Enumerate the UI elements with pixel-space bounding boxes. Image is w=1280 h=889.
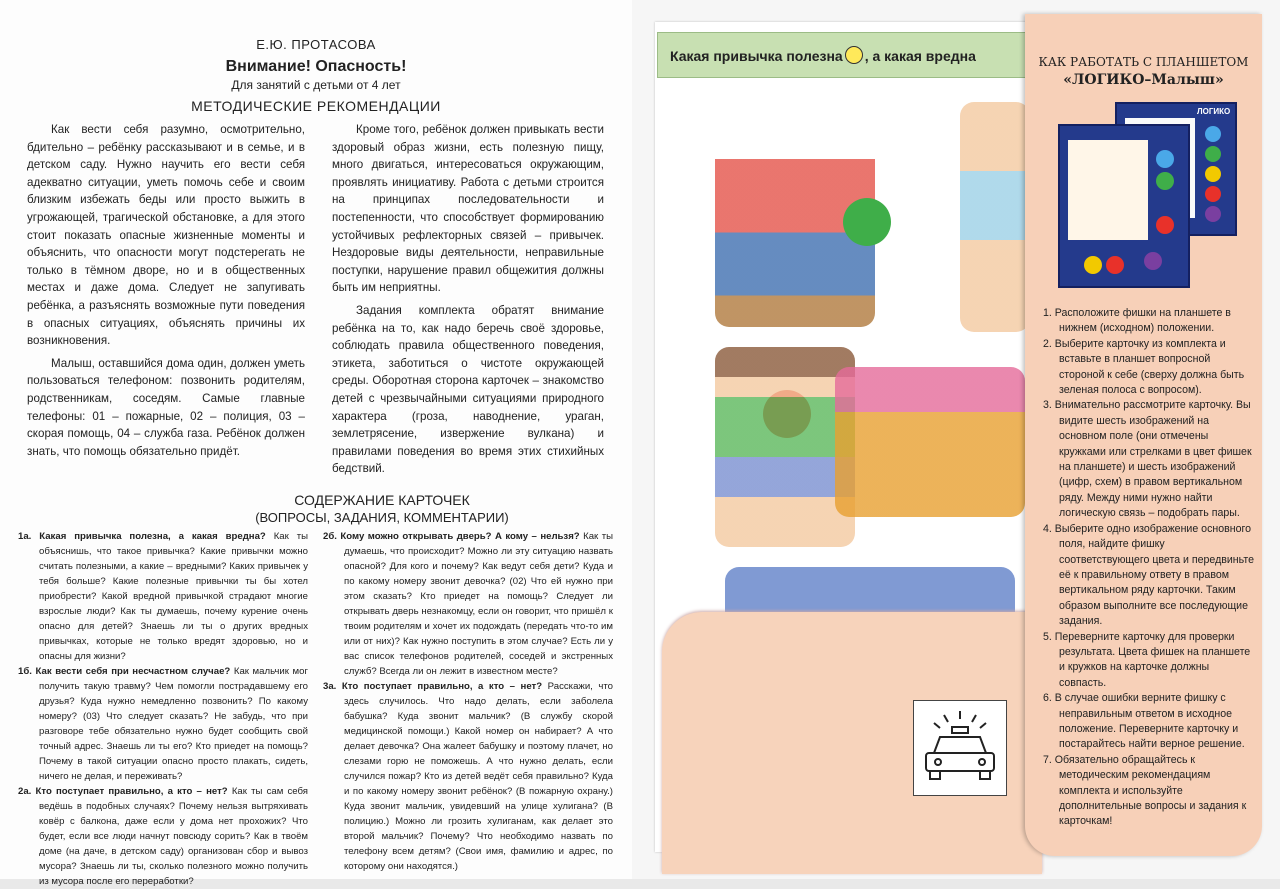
question-item: 1б. Как вести себя при несчастном случае? Как мальчик мог получить такую травму? Чем помогли пострадавшему его друзья? Куда нужно немедленно позвонить? По какому номеру? (03) Что следует сказать? Не забудь, что при разговоре тебе обязательно нужно будет сообщить свой точный адрес. Знаешь ли ты его? Кто приедет на помощь? Почему в такой ситуации опасно просто плакать, сидеть, ничего не делая, и переживать?	[18, 665, 308, 782]
step-item: 2. Выберите карточку из комплекта и вставьте в планшет вопросной стороной к себе (сверху должна быть зеленая полоса с вопросом).	[1043, 337, 1245, 397]
paragraph: Задания комплекта обратят внимание ребёнка на то, как надо беречь своё здоровье, соблюдать правила общественного поведения, этикета, заботиться о чистоте окружающей среды. Оборотная сторона карточек – знакомство детей с чрезвычайными ситуациями природного характера (гроза, наводнение, ураган, землетрясение, извержение вулкана) и правилами поведения во время этих стихийных бедствий.	[332, 303, 604, 476]
question-item: 1а. Какая привычка полезна, а какая вредна? Как ты объяснишь, что такое привычка? Какие привычки можно считать полезными, а какие – вредными? Каких привычек у тебя больше? Какие полезные привычки ты бы хотел приобрести? Какой вредной привычкой страдают многие взрослые люди? Как ты думаешь, почему курение очень опасно для детей? Знаешь ли ты о других вредных привычках, которые не только вредят здоровью, но и опасны для жизни?	[18, 530, 308, 662]
question-item: 2а. Кто поступает правильно, а кто – нет? Как ты сам себя ведёшь в подобных случаях? Почему нельзя вытряхивать ковёр с балкона, даже если у дома нет прохожих? Что будет, если все люди начнут повсюду сорить? Как в твоём доме (на даче, в детском саду) организован сбор и вывоз мусора? Знаешь ли ты, сколько полезного можно получить из мусора после его переработки?	[18, 785, 308, 887]
smiley-icon	[845, 46, 863, 64]
contents-title: СОДЕРЖАНИЕ КАРТОЧЕК	[294, 491, 470, 508]
step-item: 7. Обязательно обращайтесь к методическим рекомендациям комплекта и используйте дополнительные вопросы и задания к карточкам!	[1043, 753, 1247, 828]
author: Е.Ю. ПРОТАСОВА	[256, 37, 376, 52]
subtitle: Для занятий с детьми от 4 лет	[231, 78, 401, 92]
step-item: 3. Внимательно рассмотрите карточку. Вы видите шесть изображений на основном поле (они отмечены кружками или стрелками в цвет фишек на планшете) и шесть изображений (цифр, схем) в правом вертикальном ряду. Между ними нужно найти логическую связь – подобрать пары.	[1043, 399, 1252, 520]
tablet-illustrations	[1025, 90, 1262, 298]
instruction-bookmark	[1025, 14, 1262, 856]
police-car-icon	[913, 700, 1007, 796]
card-question-part-1: Какая привычка полезна	[670, 48, 843, 64]
tablet-label: ЛОГИКО	[1197, 107, 1231, 116]
question-item: 2б. Кому можно открывать дверь? А кому – нельзя? Как ты думаешь, что происходит? Можно ли эту ситуацию назвать опасной? Для кого и почему? Как ведут себя дети? Куда и по какому номеру звонит девочка? (02) Что ей нужно при этом сказать? Кто приедет на помощь? Следует ли открывать дверь незнакомцу, если он говорит, что пришёл к твоим родителям и хочет их подождать (передать что-то им или от них)? Как нужно поступить в этом случае? Есть ли у вас список телефонов родителей, соседей и экстренных служб? Всегда ли он лежит в известном месте?	[323, 530, 613, 677]
bookmark-title: КАК РАБОТАТЬ С ПЛАНШЕТОМ	[1038, 55, 1249, 69]
left-page	[0, 0, 632, 887]
step-item: 4. Выберите одно изображение основного поля, найдите фишку соответствующего цвета и передвиньте её к правильному ответу в правом вертикальном ряду карточки. Таким образом выполните все последующие задания.	[1043, 522, 1254, 628]
step-item: 1. Расположите фишки на планшете в нижнем (исходном) положении.	[1043, 307, 1231, 335]
question-item: 3а. Кто поступает правильно, а кто – нет? Расскажи, что здесь случилось. Что надо делать, если заболела бабушка? Куда звонит мальчик? (В службу скорой медицинской помощи.) Какой номер он набирает? А что делает девочка? Она жалеет бабушку и поэтому плачет, но слезами горю не поможешь. А что нужно делать, если случился пожар? Кто из детей ведёт себя правильно? Куда и по какому номеру звонит ребёнок? (В пожарную охрану.) Куда звонит мальчик, увидевший на улице хулигана? (В полицию.) Можно ли грозить хулиганам, как делает это второй мальчик? Почему? Что необходимо назвать по телефону всем детям? (Свои имя, фамилию и адрес, по которому они находятся.)	[323, 680, 614, 872]
questions-columns	[18, 529, 614, 889]
bookmark-product-name: «ЛОГИКО–Малыш»	[1063, 72, 1224, 88]
paragraph: Как вести себя разумно, осмотрительно, бдительно – ребёнку рассказывают и в семье, и в детском саду. Нужно научить его вести себя адекватно ситуации, уметь помочь себе и своим близким избежать беды или просто выжить в угрожающей, трагической обстановке, а для этого стоит показать опасные жизненные моменты и объяснить, что опасности могут подстерегать не только в тёмном дворе, но и в общественных местах и даже дома. Следует не запугивать ребёнка, а разъяснять возможные пути поведения в опасных ситуациях, объяснять причины их возникновения.	[27, 123, 305, 348]
column-2	[332, 121, 604, 483]
section-title: МЕТОДИЧЕСКИЕ РЕКОМЕНДАЦИИ	[191, 98, 441, 114]
paragraph: Малыш, оставшийся дома один, должен уметь пользоваться телефоном: позвонить родителям, родственникам, соседям. Самые главные телефоны: 01 – пожарные, 02 – полиция, 03 – скорая помощь, 04 – служба газа. Ребёнок должен знать, что помощь обязательно придёт.	[27, 356, 305, 458]
questions-column-1	[18, 529, 308, 889]
column-1	[27, 121, 305, 483]
vacuuming-girl-illustration	[715, 347, 855, 547]
page-title: Внимание! Опасность!	[225, 58, 407, 75]
exercising-boy-illustration	[960, 102, 1030, 332]
green-marker	[843, 198, 891, 246]
tablet-illustration-front	[1058, 124, 1190, 288]
step-item: 5. Переверните карточку для проверки результата. Цвета фишек на планшете и кружков на карточке должны совпасть.	[1043, 630, 1251, 689]
contents-header	[18, 491, 614, 526]
lying-on-sofa-illustration	[835, 367, 1025, 517]
instruction-steps	[1043, 306, 1255, 830]
step-item: 6. В случае ошибки верните фишку с неправильным ответом в исходное положение. Переверните карточку и постарайтесь найти верное решение.	[1043, 692, 1245, 751]
card-question-bar	[657, 32, 1059, 78]
questions-column-2	[323, 529, 613, 889]
recommendations-columns	[27, 121, 614, 483]
contents-subtitle: (ВОПРОСЫ, ЗАДАНИЯ, КОММЕНТАРИИ)	[255, 509, 509, 525]
paragraph: Кроме того, ребёнок должен привыкать вести здоровый образ жизни, есть полезную пищу, много двигаться, интересоваться окружающим, проявлять инициативу. Работа с детьми строится на принципах последовательности и постепенности, что способствует формированию устойчивых рефлекторных связей – привычек. Нездоровые виды деятельности, неправильные поступки, нарушение правил общежития должны быть им неприятны.	[332, 123, 604, 295]
card-question-part-2: , а какая вредна	[864, 48, 976, 64]
